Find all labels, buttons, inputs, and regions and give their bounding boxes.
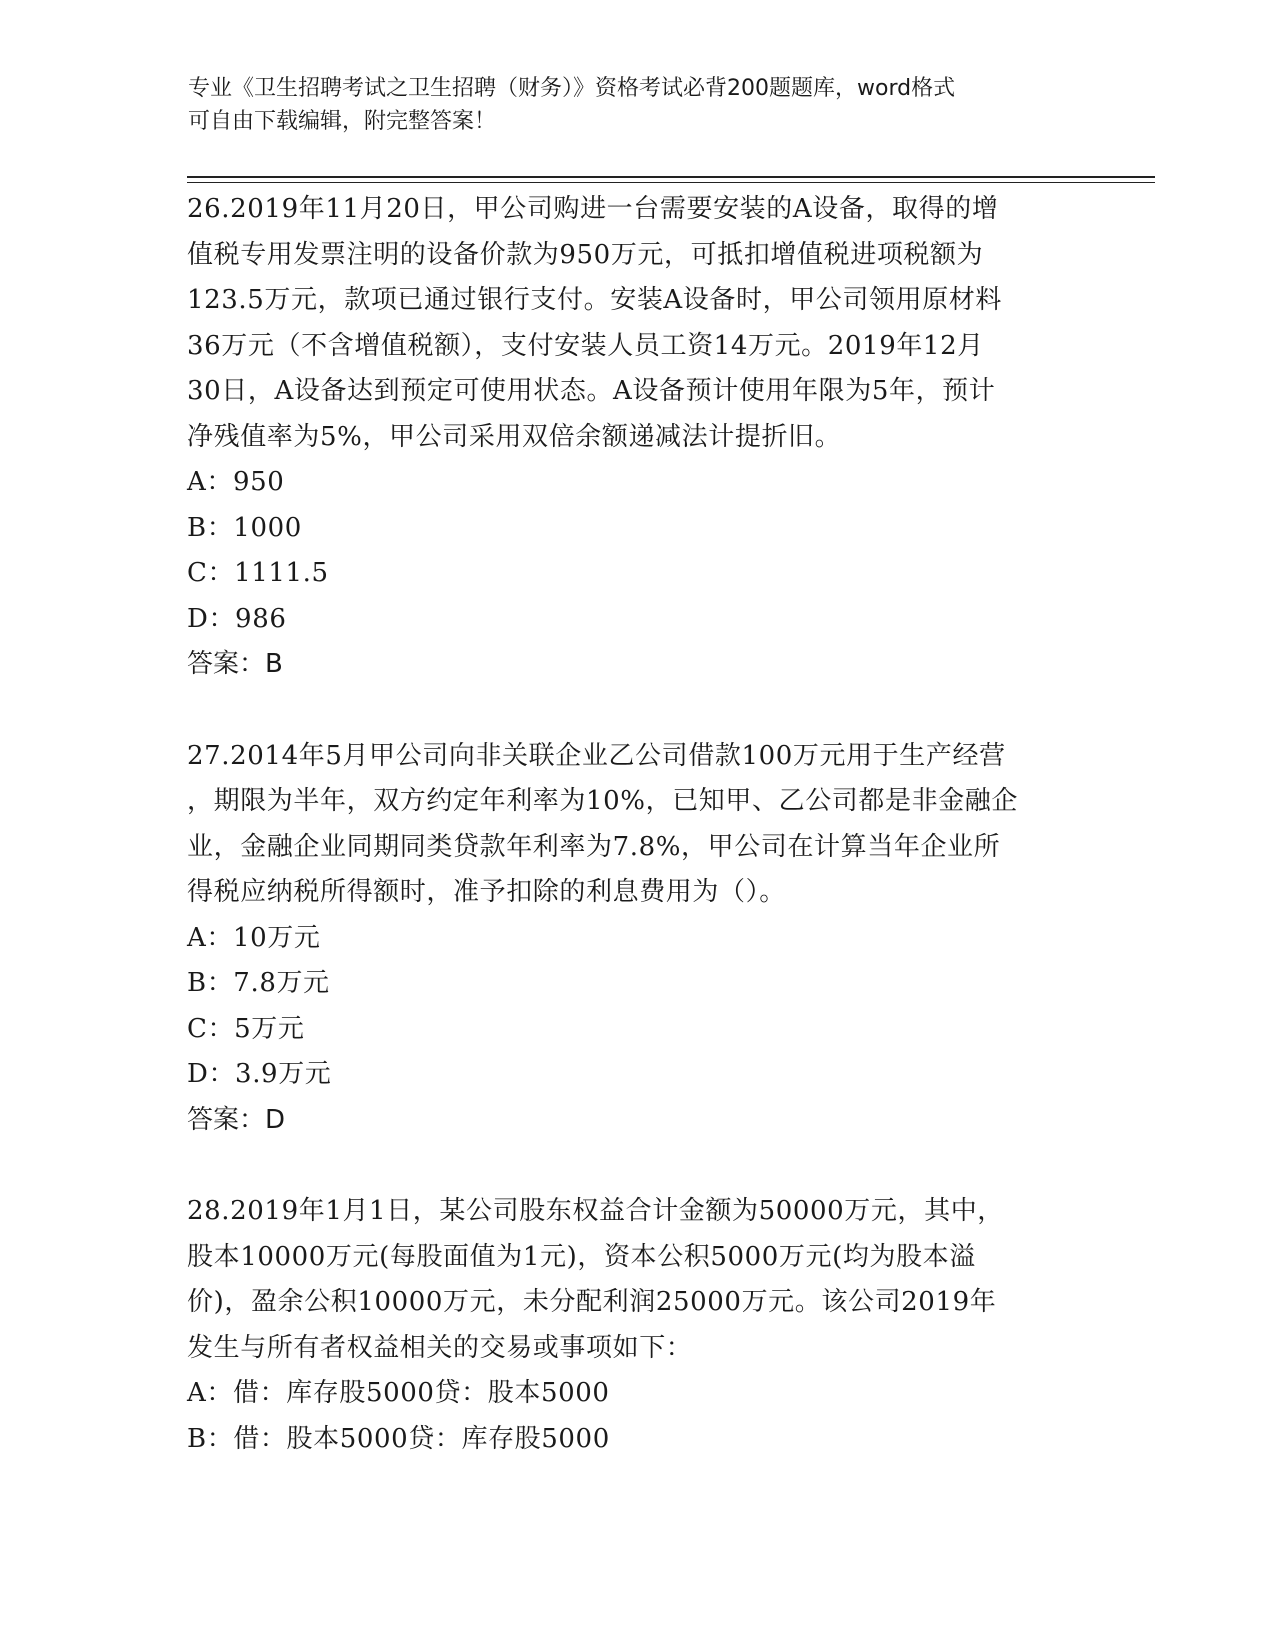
question-28 (187, 1189, 1087, 1462)
option-b: B：1000 (187, 512, 302, 543)
question-27 (187, 734, 1087, 1144)
document-header (188, 72, 1068, 138)
question-text-line: 业，金融企业同期同类贷款年利率为7.8%，甲公司在计算当年企业所 (187, 831, 1001, 862)
question-text-line: 36万元（不含增值税额），支付安装人员工资14万元。2019年12月 (187, 330, 984, 361)
question-text-line: 123.5万元，款项已通过银行支付。安装A设备时，甲公司领用原材料 (187, 285, 1003, 315)
answer-label: 答案：B (187, 649, 283, 679)
option-b: B：7.8万元 (187, 968, 330, 998)
question-text-line: ，期限为半年，双方约定年利率为10%，已知甲、乙公司都是非金融企 (187, 786, 1018, 816)
header-title-line-2: 可自由下载编辑，附完整答案！ (188, 109, 497, 134)
answer-label: 答案：D (187, 1104, 286, 1135)
question-26 (187, 187, 1087, 688)
option-d: D：3.9万元 (187, 1059, 332, 1089)
header-rule-thin (187, 182, 1155, 183)
question-text-line: 净残值率为5%，甲公司采用双倍余额递减法计提折旧。 (187, 421, 842, 452)
question-text-line: 值税专用发票注明的设备价款为950万元，可抵扣增值税进项税额为 (187, 239, 984, 270)
header-title-line-1: 专业《卫生招聘考试之卫生招聘（财务）》资格考试必背200题题库，word格式 (188, 76, 956, 101)
question-text-line: 28.2019年1月1日，某公司股东权益合计金额为50000万元，其中， (187, 1196, 1004, 1226)
option-d: D：986 (187, 603, 287, 634)
option-a: A：950 (187, 467, 285, 497)
option-c: C：1111.5 (187, 558, 329, 588)
question-text-line: 得税应纳税所得额时，准予扣除的利息费用为（）。 (187, 877, 786, 907)
question-text-line: 发生与所有者权益相关的交易或事项如下： (187, 1332, 693, 1363)
option-a: A：10万元 (187, 922, 321, 953)
question-list (187, 187, 1087, 1508)
question-text-line: 30日，A设备达到预定可使用状态。A设备预计使用年限为5年，预计 (187, 376, 996, 406)
question-text-line: 27.2014年5月甲公司向非关联企业乙公司借款100万元用于生产经营 (187, 740, 1006, 771)
question-text-line: 价)，盈余公积10000万元，未分配利润25000万元。该公司2019年 (187, 1287, 997, 1317)
option-a: A：借：库存股5000贷：股本5000 (187, 1378, 610, 1408)
option-c: C：5万元 (187, 1013, 305, 1044)
header-rule-thick (187, 176, 1155, 178)
question-text-line: 26.2019年11月20日，甲公司购进一台需要安装的A设备，取得的增 (187, 194, 999, 224)
question-text-line: 股本10000万元(每股面值为1元)，资本公积5000万元(均为股本溢 (187, 1241, 976, 1272)
option-b: B：借：股本5000贷：库存股5000 (187, 1423, 610, 1454)
